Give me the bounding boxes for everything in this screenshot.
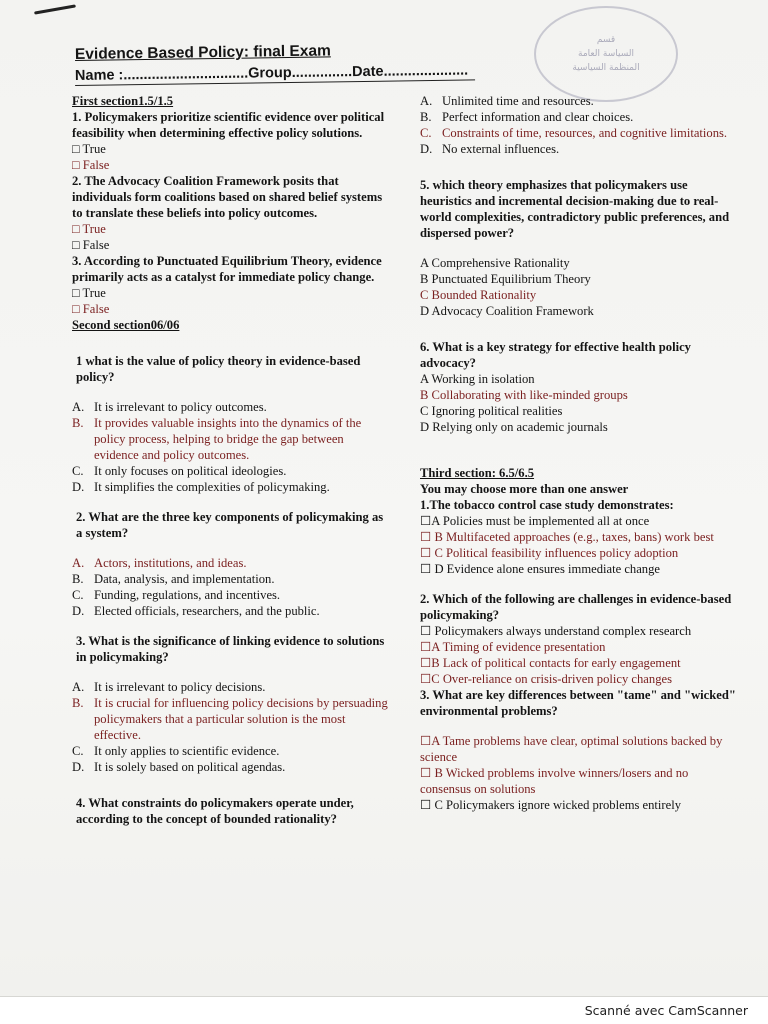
section-title: Second section06/06 bbox=[72, 318, 180, 332]
checkbox-option-c[interactable]: ☐ C Policymakers ignore wicked problems entirely bbox=[420, 798, 682, 812]
right-column bbox=[420, 93, 738, 813]
option-c[interactable]: C. Funding, regulations, and incentives. bbox=[72, 588, 281, 602]
option-c[interactable]: C Ignoring political realities bbox=[420, 404, 563, 418]
checkbox-option-d[interactable]: ☐ D Evidence alone ensures immediate change bbox=[420, 562, 660, 576]
option-d[interactable]: D. No external influences. bbox=[420, 142, 560, 156]
option-true[interactable]: □ True bbox=[72, 142, 106, 156]
camscanner-footer: Scanné avec CamScanner bbox=[584, 1003, 748, 1018]
stamp-text: المنظمة السياسية bbox=[572, 63, 640, 73]
question: 2. What are the three key components of policymaking as a system? bbox=[76, 510, 384, 540]
section-title: First section1.5/1.5 bbox=[72, 94, 174, 108]
department-stamp bbox=[534, 6, 678, 102]
checkbox-option-b[interactable]: ☐ B Multifaceted approaches (e.g., taxes, bans) work best bbox=[420, 530, 714, 544]
question: 1 what is the value of policy theory in evidence-based policy? bbox=[76, 354, 361, 384]
section-title: Third section: 6.5/6.5 bbox=[420, 466, 535, 480]
option-a[interactable]: A. Unlimited time and resources. bbox=[420, 94, 594, 108]
checkbox-option-a[interactable]: ☐A Policies must be implemented all at once bbox=[420, 514, 650, 528]
question: 2. Which of the following are challenges in evidence-based policymaking? bbox=[420, 592, 732, 622]
name-group-date-line: Name :...............................Group...............Date..................... bbox=[75, 62, 475, 86]
question: 4. What constraints do policymakers operate under, according to the concept of bounded rationality? bbox=[76, 796, 354, 826]
option-b[interactable]: B Punctuated Equilibrium Theory bbox=[420, 272, 591, 286]
question: 5. which theory emphasizes that policymakers use heuristics and incremental decision-making due to real-world complexities, contradictory public preferences, and dispersed power? bbox=[420, 178, 730, 240]
option-d[interactable]: D. Elected officials, researchers, and the public. bbox=[72, 604, 320, 618]
question: 3. What is the significance of linking evidence to solutions in policymaking? bbox=[76, 634, 385, 664]
option-d[interactable]: D Relying only on academic journals bbox=[420, 420, 608, 434]
option-false[interactable]: □ False bbox=[72, 158, 110, 172]
option-d[interactable]: D Advocacy Coalition Framework bbox=[420, 304, 594, 318]
checkbox-option-c[interactable]: ☐ C Political feasibility influences policy adoption bbox=[420, 546, 679, 560]
checkbox-option-a[interactable]: ☐A Timing of evidence presentation bbox=[420, 640, 606, 654]
option-c[interactable]: C Bounded Rationality bbox=[420, 288, 537, 302]
option-true[interactable]: □ True bbox=[72, 286, 106, 300]
option-d[interactable]: D. It is solely based on political agendas. bbox=[72, 760, 286, 774]
stamp-text: قسم bbox=[596, 35, 616, 45]
question: 3. What are key differences between "tame" and "wicked" environmental problems? bbox=[420, 688, 736, 718]
option-true[interactable]: □ True bbox=[72, 222, 106, 236]
question: 3. According to Punctuated Equilibrium Theory, evidence primarily acts as a catalyst for immediate policy change. bbox=[72, 254, 382, 284]
section-note: You may choose more than one answer bbox=[420, 482, 629, 496]
question: 1. Policymakers prioritize scientific evidence over political feasibility when determining effective policy solutions. bbox=[72, 110, 385, 140]
option-c[interactable]: C. Constraints of time, resources, and cognitive limitations. bbox=[420, 126, 728, 140]
checkbox-option-c[interactable]: ☐C Over-reliance on crisis-driven policy changes bbox=[420, 672, 672, 686]
left-column bbox=[72, 93, 390, 827]
exam-title: Evidence Based Policy: final Exam bbox=[74, 42, 331, 63]
option-a[interactable]: A. It is irrelevant to policy outcomes. bbox=[72, 400, 267, 414]
option-false[interactable]: □ False bbox=[72, 238, 110, 252]
checkbox-option-b[interactable]: ☐ B Wicked problems involve winners/losers and no consensus on solutions bbox=[420, 766, 689, 796]
option-b[interactable]: B. Data, analysis, and implementation. bbox=[72, 572, 275, 586]
checkbox-option[interactable]: ☐ Policymakers always understand complex research bbox=[420, 624, 692, 638]
option-a[interactable]: A Comprehensive Rationality bbox=[420, 256, 570, 270]
option-a[interactable]: A. It is irrelevant to policy decisions. bbox=[72, 680, 266, 694]
option-a[interactable]: A Working in isolation bbox=[420, 372, 535, 386]
option-c[interactable]: C. It only focuses on political ideologies. bbox=[72, 464, 287, 478]
option-b[interactable]: B. Perfect information and clear choices. bbox=[420, 110, 634, 124]
checkbox-option-b[interactable]: ☐B Lack of political contacts for early engagement bbox=[420, 656, 681, 670]
question: 6. What is a key strategy for effective health policy advocacy? bbox=[420, 340, 691, 370]
stamp-text: السياسة العامة bbox=[578, 49, 634, 59]
option-b[interactable]: B Collaborating with like-minded groups bbox=[420, 388, 628, 402]
checkbox-option-a[interactable]: ☐A Tame problems have clear, optimal solutions backed by science bbox=[420, 734, 723, 764]
option-d[interactable]: D. It simplifies the complexities of policymaking. bbox=[72, 480, 330, 494]
option-c[interactable]: C. It only applies to scientific evidence. bbox=[72, 744, 280, 758]
option-b[interactable]: B. It provides valuable insights into the dynamics of the policy process, helping to bridge the gap between evidence and policy outcomes. bbox=[72, 416, 362, 462]
question: 1.The tobacco control case study demonstrates: bbox=[420, 498, 674, 512]
exam-header bbox=[74, 42, 495, 86]
option-false[interactable]: □ False bbox=[72, 302, 110, 316]
option-a[interactable]: A. Actors, institutions, and ideas. bbox=[72, 556, 247, 570]
question: 2. The Advocacy Coalition Framework posits that individuals form coalitions based on shared belief systems to translate these beliefs into policy outcomes. bbox=[72, 174, 383, 220]
option-b[interactable]: B. It is crucial for influencing policy decisions by persuading policymakers that a particular solution is the most effective. bbox=[72, 696, 388, 742]
